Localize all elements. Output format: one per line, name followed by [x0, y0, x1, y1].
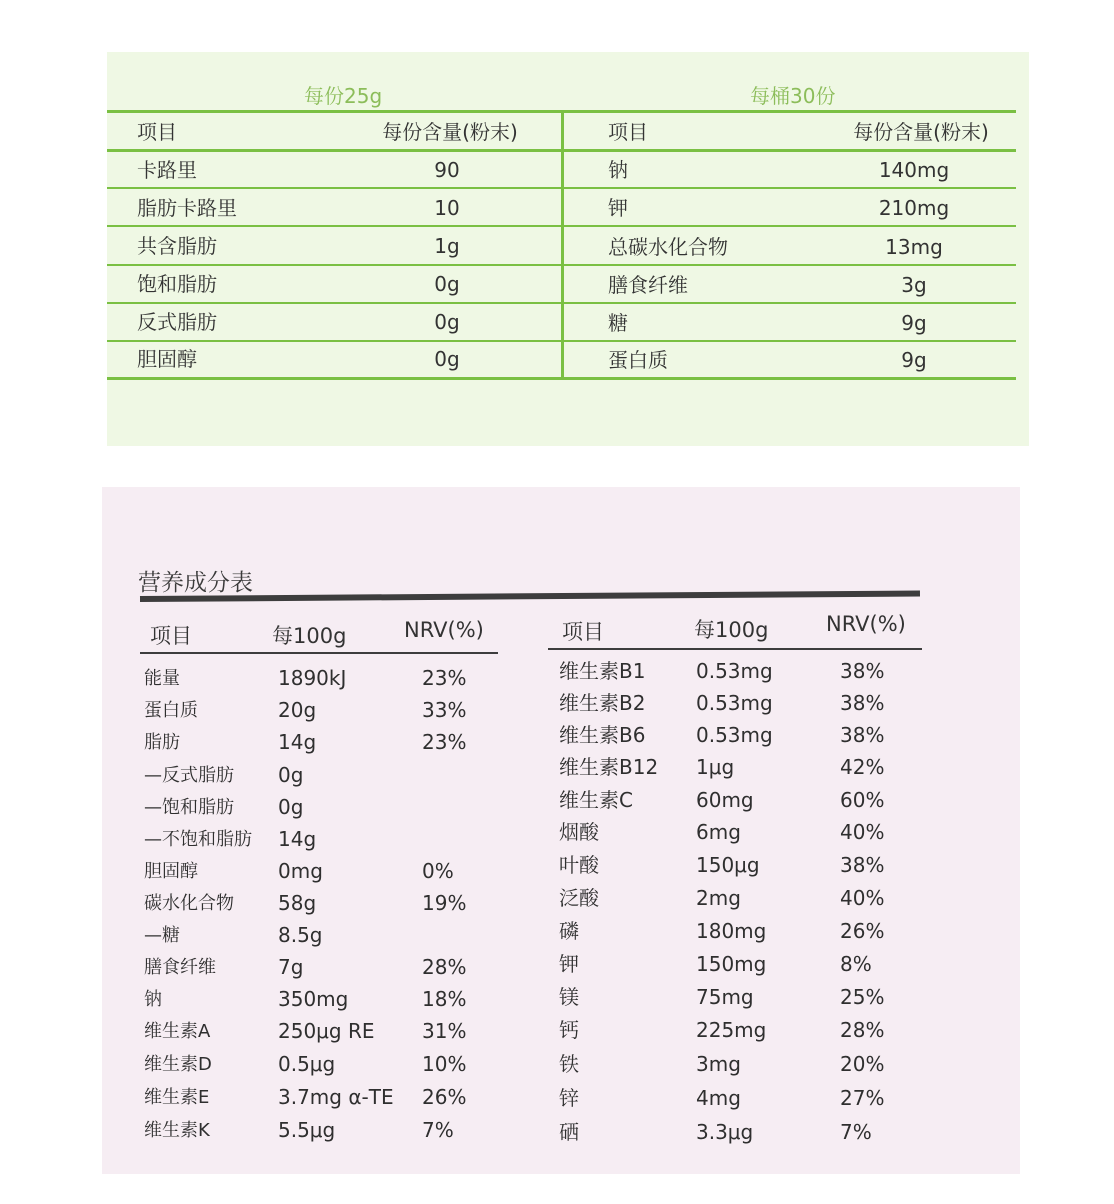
row-item: —不饱和脂肪	[144, 829, 252, 850]
row-nrv: 25%	[840, 985, 885, 1009]
table-row	[556, 915, 926, 948]
row-item: 维生素A	[144, 1021, 211, 1042]
row-item: 维生素C	[559, 788, 633, 812]
row-nrv: 26%	[422, 1085, 467, 1109]
table-row	[564, 189, 1016, 227]
table-row	[556, 816, 926, 849]
row-value: 10	[434, 196, 460, 220]
col-header-per100g: 每100g	[272, 624, 347, 648]
table-row	[140, 662, 500, 695]
row-nrv: 60%	[840, 788, 885, 812]
row-item: 饱和脂肪	[137, 272, 217, 296]
row-item: 胆固醇	[144, 861, 198, 882]
row-amount: 150μg	[696, 853, 760, 877]
row-amount: 1μg	[696, 755, 735, 779]
col-header-amount: 每份含量(粉末)	[853, 120, 989, 144]
row-item: 反式脂肪	[137, 310, 217, 334]
per-tub-header: 每桶30份	[750, 84, 836, 108]
row-nrv: 18%	[422, 987, 467, 1011]
table-row	[556, 981, 926, 1014]
table-row	[556, 1014, 926, 1047]
table-row	[556, 751, 926, 784]
row-amount: 3.7mg α-TE	[278, 1085, 394, 1109]
row-nrv: 38%	[840, 659, 885, 683]
table-row	[140, 823, 500, 856]
row-nrv: 26%	[840, 919, 885, 943]
row-item: 烟酸	[559, 820, 599, 844]
row-item: 总碳水化合物	[608, 235, 728, 259]
row-amount: 150mg	[696, 952, 767, 976]
row-nrv: 40%	[840, 886, 885, 910]
row-nrv: 38%	[840, 853, 885, 877]
row-amount: 60mg	[696, 788, 754, 812]
table-row	[140, 759, 500, 792]
row-amount: 5.5μg	[278, 1118, 336, 1142]
row-item: 钠	[144, 989, 162, 1010]
row-amount: 1890kJ	[278, 666, 347, 690]
table-row	[140, 983, 500, 1016]
row-amount: 14g	[278, 730, 317, 754]
row-item: 卡路里	[137, 158, 197, 182]
row-item: 糖	[608, 311, 628, 335]
row-value: 0g	[434, 347, 460, 371]
row-amount: 7g	[278, 955, 304, 979]
table-row	[564, 266, 1016, 304]
row-nrv: 42%	[840, 755, 885, 779]
table-row	[556, 655, 926, 688]
row-item: —反式脂肪	[144, 765, 234, 786]
row-nrv: 31%	[422, 1019, 467, 1043]
row-value: 3g	[901, 273, 927, 297]
row-item: —糖	[144, 925, 180, 946]
row-item: 维生素B1	[559, 659, 646, 683]
row-nrv: 8%	[840, 952, 872, 976]
row-amount: 180mg	[696, 919, 767, 943]
table-row	[556, 719, 926, 752]
col-header-item: 项目	[150, 624, 192, 648]
row-item: 维生素D	[144, 1054, 212, 1075]
table-row	[107, 227, 561, 265]
table-row	[564, 228, 1016, 266]
row-amount: 75mg	[696, 985, 754, 1009]
row-amount: 0mg	[278, 859, 323, 883]
row-value: 1g	[434, 234, 460, 258]
row-nrv: 7%	[840, 1120, 872, 1144]
table-row	[107, 340, 561, 378]
row-nrv: 38%	[840, 723, 885, 747]
row-nrv: 7%	[422, 1118, 454, 1142]
row-amount: 0.53mg	[696, 659, 773, 683]
col-header-amount: 每份含量(粉末)	[382, 120, 518, 144]
table-row	[140, 1114, 500, 1147]
row-item: 磷	[559, 919, 579, 943]
table-row	[556, 1116, 926, 1149]
row-item: 硒	[559, 1120, 579, 1144]
table-row	[140, 1048, 500, 1081]
row-amount: 3mg	[696, 1052, 741, 1076]
table-row	[140, 951, 500, 984]
col-header-item: 项目	[137, 120, 177, 144]
row-amount: 250μg RE	[278, 1019, 375, 1043]
row-nrv: 20%	[840, 1052, 885, 1076]
row-amount: 0.5μg	[278, 1052, 336, 1076]
row-amount: 8.5g	[278, 923, 323, 947]
col-header-nrv: NRV(%)	[404, 618, 484, 642]
row-item: 钠	[608, 158, 628, 182]
table-row	[140, 1015, 500, 1048]
table-row	[556, 687, 926, 720]
row-amount: 350mg	[278, 987, 349, 1011]
pink-right-header-rule	[548, 648, 922, 650]
table-row	[556, 882, 926, 915]
col-header-per100g: 每100g	[694, 618, 769, 642]
row-value: 9g	[901, 348, 927, 372]
table-row	[140, 726, 500, 759]
row-nrv: 23%	[422, 730, 467, 754]
row-nrv: 27%	[840, 1086, 885, 1110]
row-amount: 58g	[278, 891, 317, 915]
table-row	[107, 151, 561, 189]
per-serving-header: 每份25g	[304, 84, 383, 108]
row-nrv: 33%	[422, 698, 467, 722]
table-row	[556, 784, 926, 817]
row-nrv: 38%	[840, 691, 885, 715]
row-item: 维生素K	[144, 1120, 210, 1141]
row-nrv: 40%	[840, 820, 885, 844]
row-item: 共含脂肪	[137, 234, 217, 258]
table-row	[140, 694, 500, 727]
row-nrv: 19%	[422, 891, 467, 915]
row-item: 胆固醇	[137, 347, 197, 371]
row-nrv: 0%	[422, 859, 454, 883]
table-row	[107, 265, 561, 303]
row-item: 膳食纤维	[608, 273, 688, 297]
row-nrv: 28%	[422, 955, 467, 979]
row-item: 维生素B12	[559, 755, 659, 779]
table-row	[140, 887, 500, 920]
row-item: 脂肪	[144, 732, 180, 753]
col-header-item: 项目	[562, 620, 604, 644]
row-item: 维生素E	[144, 1087, 210, 1108]
row-nrv: 10%	[422, 1052, 467, 1076]
pink-left-header-rule	[140, 652, 498, 654]
row-amount: 3.3μg	[696, 1120, 754, 1144]
table-row	[556, 849, 926, 882]
table-row	[140, 1081, 500, 1114]
row-value: 210mg	[878, 196, 950, 220]
row-item: 维生素B6	[559, 723, 646, 747]
row-amount: 2mg	[696, 886, 741, 910]
col-header-nrv: NRV(%)	[826, 612, 906, 636]
row-item: 能量	[144, 668, 180, 689]
row-item: 蛋白质	[608, 348, 668, 372]
row-item: 钾	[559, 952, 579, 976]
table-row	[140, 855, 500, 888]
row-item: 锌	[559, 1086, 579, 1110]
green-left-header-row	[107, 113, 561, 151]
row-item: 钾	[608, 196, 628, 220]
row-item: 碳水化合物	[144, 893, 234, 914]
row-nrv: 23%	[422, 666, 467, 690]
row-amount: 0.53mg	[696, 723, 773, 747]
row-item: 泛酸	[559, 886, 599, 910]
row-amount: 6mg	[696, 820, 741, 844]
col-header-item: 项目	[608, 120, 648, 144]
row-item: —饱和脂肪	[144, 797, 234, 818]
row-amount: 0g	[278, 763, 304, 787]
table-row	[140, 791, 500, 824]
table-row	[140, 919, 500, 952]
table-row	[564, 304, 1016, 342]
row-item: 叶酸	[559, 853, 599, 877]
table-row	[556, 948, 926, 981]
nutrition-facts-title: 营养成分表	[138, 570, 253, 596]
row-amount: 0.53mg	[696, 691, 773, 715]
row-amount: 20g	[278, 698, 317, 722]
table-row	[556, 1082, 926, 1115]
row-item: 膳食纤维	[144, 957, 216, 978]
row-item: 镁	[559, 985, 579, 1009]
row-amount: 4mg	[696, 1086, 741, 1110]
table-row	[564, 151, 1016, 189]
row-value: 9g	[901, 311, 927, 335]
row-nrv: 28%	[840, 1018, 885, 1042]
row-value: 0g	[434, 310, 460, 334]
green-right-header-row	[564, 113, 1016, 151]
row-item: 脂肪卡路里	[137, 196, 237, 220]
row-value: 0g	[434, 272, 460, 296]
row-value: 13mg	[885, 235, 943, 259]
row-item: 钙	[559, 1018, 579, 1042]
table-row	[107, 303, 561, 341]
row-amount: 14g	[278, 827, 317, 851]
row-value: 90	[434, 158, 460, 182]
row-amount: 0g	[278, 795, 304, 819]
row-item: 蛋白质	[144, 700, 198, 721]
row-amount: 225mg	[696, 1018, 767, 1042]
row-value: 140mg	[878, 158, 950, 182]
table-row	[107, 189, 561, 227]
row-item: 铁	[559, 1052, 579, 1076]
table-row	[556, 1048, 926, 1081]
row-item: 维生素B2	[559, 691, 646, 715]
table-row	[564, 341, 1016, 379]
